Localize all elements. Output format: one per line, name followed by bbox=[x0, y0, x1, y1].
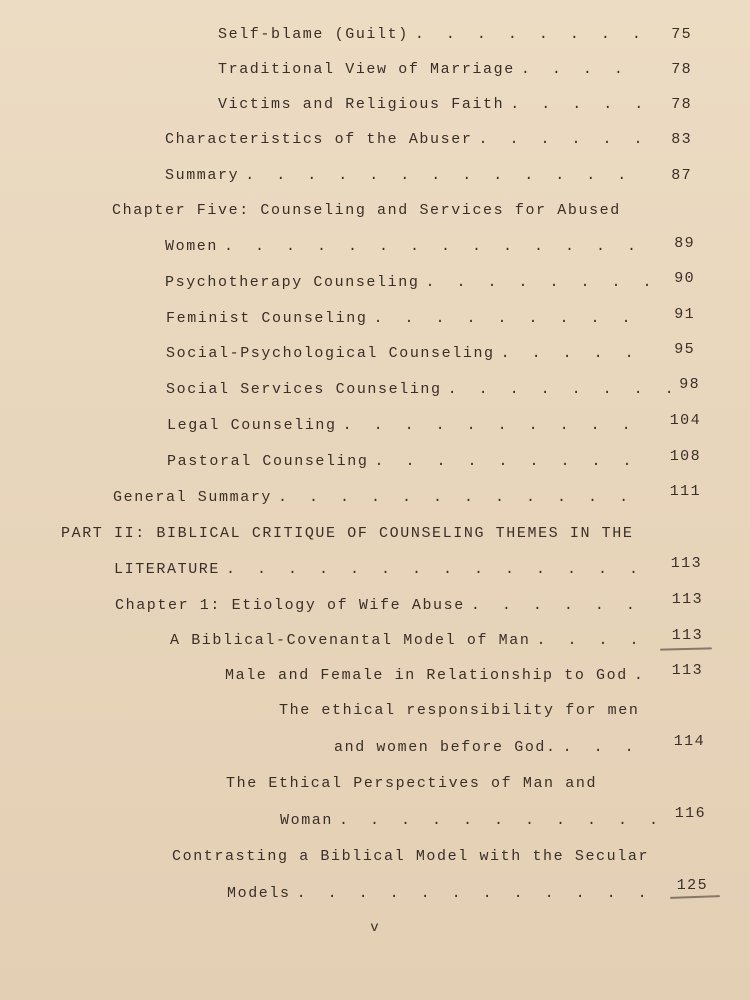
dot-leader bbox=[495, 345, 648, 362]
toc-entry bbox=[165, 274, 648, 296]
toc-page-number: 113 bbox=[670, 555, 702, 572]
toc-page-number: 125 bbox=[676, 877, 708, 894]
toc-page-number: 116 bbox=[674, 805, 706, 822]
toc-entry-title: Women bbox=[165, 238, 219, 255]
toc-page-number: 113 bbox=[671, 591, 703, 608]
dot-leader bbox=[557, 739, 654, 756]
toc-page-number: 111 bbox=[669, 483, 701, 500]
toc-entry-title: Legal Counseling bbox=[167, 417, 337, 434]
toc-entry bbox=[279, 702, 659, 724]
toc-entry bbox=[334, 739, 654, 761]
toc-entry-title: Traditional View of Marriage bbox=[218, 61, 515, 78]
dot-leader bbox=[442, 381, 671, 398]
toc-entry-title: General Summary bbox=[113, 489, 273, 506]
toc-entry bbox=[218, 26, 648, 48]
toc-page-number: 108 bbox=[669, 448, 701, 465]
toc-entry bbox=[115, 597, 650, 619]
toc-entry-title: Characteristics of the Abuser bbox=[165, 131, 473, 148]
dot-leader bbox=[333, 812, 655, 829]
dot-leader bbox=[409, 26, 648, 43]
toc-entry-title: PART II: BIBLICAL CRITIQUE OF COUNSELING THEMES IN THE bbox=[61, 525, 634, 542]
toc-entry-title: Contrasting a Biblical Model with the Secular bbox=[172, 848, 650, 865]
dot-leader bbox=[465, 597, 650, 614]
toc-entry bbox=[166, 310, 648, 332]
dot-leader bbox=[368, 453, 648, 470]
toc-entry bbox=[165, 131, 648, 153]
toc-entry-title: Social Services Counseling bbox=[166, 381, 442, 398]
toc-entry bbox=[113, 489, 649, 511]
dot-leader bbox=[291, 885, 657, 902]
toc-entry-title: Woman bbox=[280, 812, 334, 829]
toc-page-number: 89 bbox=[674, 235, 695, 252]
toc-entry-title: Models bbox=[227, 885, 291, 902]
toc-entry bbox=[167, 453, 648, 475]
dot-leader bbox=[272, 489, 649, 506]
dot-leader bbox=[530, 632, 650, 649]
toc-entry-title: Psychotherapy Counseling bbox=[165, 274, 420, 291]
toc-entry-title: Feminist Counseling bbox=[166, 310, 368, 327]
toc-entry bbox=[165, 238, 648, 260]
dot-leader bbox=[220, 561, 650, 578]
handwritten-underline bbox=[670, 895, 720, 898]
toc-page-number: 90 bbox=[674, 270, 695, 287]
toc-page-number: 113 bbox=[671, 627, 703, 644]
toc-entry bbox=[218, 96, 648, 118]
toc-entry bbox=[218, 61, 648, 83]
dot-leader bbox=[239, 167, 648, 184]
toc-page-number: 78 bbox=[671, 61, 692, 78]
toc-page-number: 95 bbox=[674, 341, 695, 358]
toc-entry-title: Pastoral Counseling bbox=[167, 453, 369, 470]
toc-entry bbox=[114, 561, 650, 583]
dot-leader bbox=[515, 61, 648, 78]
toc-entry bbox=[227, 885, 657, 907]
toc-chapter-heading bbox=[112, 202, 652, 224]
toc-entry bbox=[166, 381, 671, 403]
dot-leader bbox=[218, 238, 648, 255]
toc-page-number: 104 bbox=[669, 412, 701, 429]
toc-entry-title: Self-blame (Guilt) bbox=[218, 26, 409, 43]
toc-entry-title: Victims and Religious Faith bbox=[218, 96, 505, 113]
toc-entry bbox=[167, 417, 648, 439]
toc-page-number: 83 bbox=[671, 131, 692, 148]
toc-entry-title: Chapter Five: Counseling and Services for Abused bbox=[112, 202, 621, 219]
toc-entry bbox=[226, 775, 646, 797]
toc-entry-title: Chapter 1: Etiology of Wife Abuse bbox=[115, 597, 465, 614]
toc-page-number: 78 bbox=[671, 96, 692, 113]
toc-entry bbox=[170, 632, 650, 654]
toc-page-number: 75 bbox=[671, 26, 692, 43]
toc-entry-title: LITERATURE bbox=[114, 561, 221, 578]
toc-entry bbox=[172, 848, 662, 870]
toc-entry-title: The Ethical Perspectives of Man and bbox=[226, 775, 598, 792]
dot-leader bbox=[367, 310, 648, 327]
toc-entry-title: and women before God. bbox=[334, 739, 557, 756]
toc-page-number: 114 bbox=[673, 733, 705, 750]
toc-entry bbox=[166, 345, 648, 367]
toc-entry-title: Summary bbox=[165, 167, 240, 184]
toc-part-heading bbox=[61, 525, 661, 547]
page-number-footer: v bbox=[370, 920, 380, 936]
toc-entry bbox=[225, 667, 653, 689]
dot-leader bbox=[419, 274, 648, 291]
dot-leader bbox=[504, 96, 648, 113]
toc-entry-title: Male and Female in Relationship to God bbox=[225, 667, 628, 684]
toc-page-number: 98 bbox=[679, 376, 700, 393]
dot-leader bbox=[337, 417, 648, 434]
toc-entry-title: A Biblical-Covenantal Model of Man bbox=[170, 632, 531, 649]
dot-leader bbox=[472, 131, 648, 148]
toc-entry bbox=[280, 812, 655, 834]
toc-page-number: 113 bbox=[671, 662, 703, 679]
toc-entry bbox=[165, 167, 648, 189]
toc-entry-title: Social-Psychological Counseling bbox=[166, 345, 495, 362]
toc-page-number: 87 bbox=[671, 167, 692, 184]
toc-entry-title: The ethical responsibility for men bbox=[279, 702, 640, 719]
toc-page-number: 91 bbox=[674, 306, 695, 323]
handwritten-underline bbox=[660, 647, 712, 650]
